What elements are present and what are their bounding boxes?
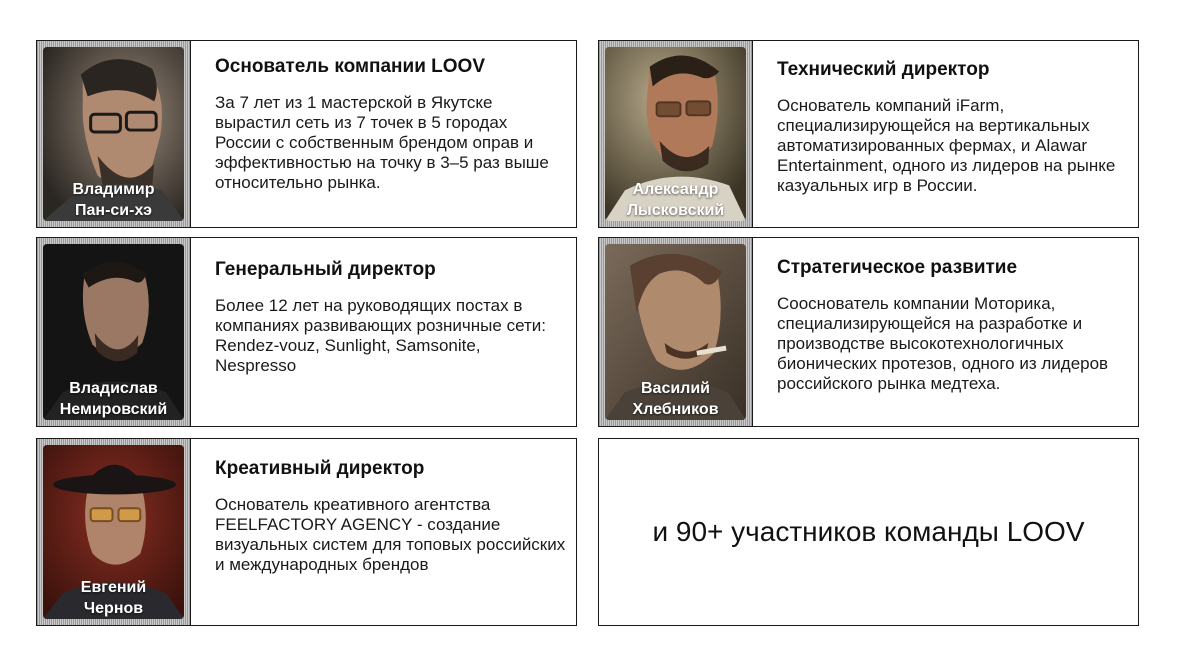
photo-frame: [37, 439, 191, 625]
card-description: За 7 лет из 1 мастерской в Якутске вырастил сеть из 7 точек в 5 городах России с собственным брендом оправ и эффективностью на точку в 3–5 раз выше относительно рынка.: [215, 93, 549, 192]
photo-frame: [37, 41, 191, 227]
person-name: Владислав Немировский: [59, 380, 168, 418]
person-name: Владимир Пан-си-хэ: [72, 181, 155, 219]
person-name: Евгений Чернов: [80, 579, 147, 617]
team-summary-text: и 90+ участников команды LOOV: [652, 516, 1085, 547]
card-description: Сооснователь компании Моторика, специализирующейся на разработке и производстве высокотехнологичных бионических протезов, одного из лидеров российского рынка медтеха.: [777, 294, 1109, 393]
person-name: Александр Лысковский: [626, 181, 725, 219]
card-title: Креативный директор: [215, 458, 425, 479]
team-card-lyskovsky: [598, 40, 1139, 228]
card-title: Генеральный директор: [215, 259, 436, 280]
team-card-nemirovsky: [36, 237, 577, 427]
card-description: Основатель компаний iFarm, специализирующейся на вертикальных автоматизированных фермах, и Alawar Entertainment, одного из лидеров на рынке казуальных игр в России.: [777, 96, 1116, 195]
card-title: Технический директор: [777, 59, 990, 80]
team-card-khlebnikov: [598, 237, 1139, 427]
photo-frame: [37, 238, 191, 426]
photo-frame: [599, 41, 753, 227]
card-description: Более 12 лет на руководящих постах в компаниях развивающих розничные сети: Rendez-vouz, Sunlight, Samsonite, Nespresso: [215, 296, 546, 375]
person-name: Василий Хлебников: [632, 380, 719, 418]
photo-frame: [599, 238, 753, 426]
team-summary-card: [598, 438, 1139, 626]
card-description: Основатель креативного агентства FEELFACTORY AGENCY - создание визуальных систем для топовых российских и международных брендов: [215, 495, 566, 574]
card-title: Основатель компании LOOV: [215, 56, 485, 77]
team-card-chernov: [36, 438, 577, 626]
card-title: Стратегическое развитие: [777, 257, 1018, 278]
team-card-pan-si-he: [36, 40, 577, 228]
